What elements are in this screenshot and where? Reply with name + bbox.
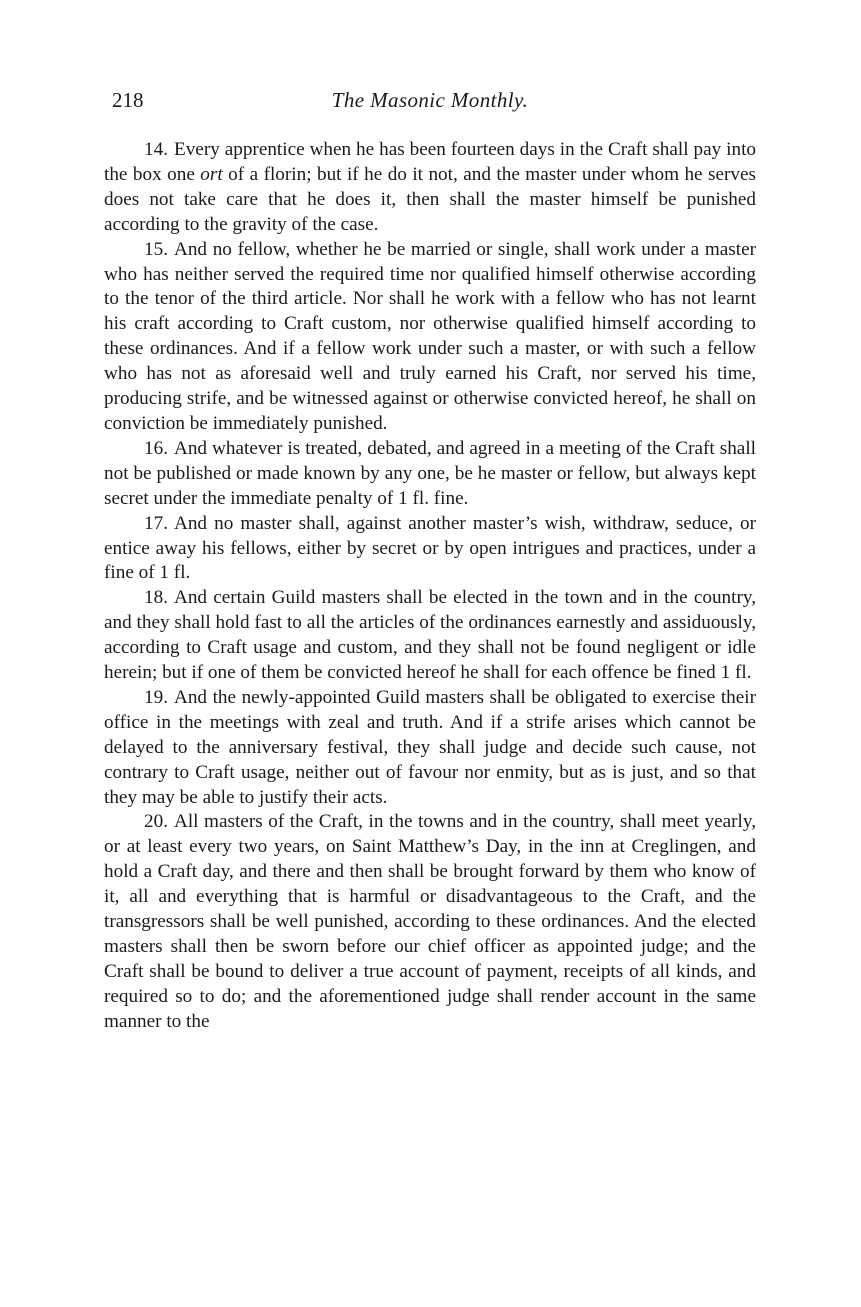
article-number: 20. (144, 811, 168, 833)
article-text: And no fellow, whether he be married or single, shall work under a master who has neither served the required time nor qualified himself otherwise according to the tenor of the third article. Nor shall he work with a fellow who has not learnt his craft according to Craft custom, nor otherwise qualified himself according to these ordinances. And if a fellow work under such a master, or with such a fellow who has not as aforesaid well and truly earned his Craft, nor served his time, producing strife, and be witnessed against or otherwise convicted hereof, he shall on conviction be immediately punished. (104, 238, 756, 434)
article-number: 14. (144, 139, 168, 160)
article-text: And the newly-appointed Guild masters shall be obligated to exercise their office in the meetings with zeal and truth. And if a strife arises which cannot be delayed to the anniversary festival, they shall judge and decide such cause, not contrary to Craft usage, neither out of favour nor enmity, but as is just, and so that they may be able to justify their acts. (104, 686, 756, 808)
book-page (104, 82, 756, 1035)
article-body (104, 138, 756, 1035)
article-15 (104, 238, 756, 437)
article-16 (104, 437, 756, 512)
article-text: And whatever is treated, debated, and agreed in a meeting of the Craft shall not be published or made known by any one, be he master or fellow, but always kept secret under the immediate penalty of 1 fl. fine. (104, 437, 756, 509)
page-number: 218 (112, 88, 144, 112)
article-17 (104, 512, 756, 587)
article-text: And certain Guild masters shall be elected in the town and in the country, and they shall hold fast to all the articles of the ordinances earnestly and assiduously, according to Craft usage and custom, and they shall not be found negligent or idle herein; but if one of them be convicted hereof he shall for each offence be fined 1 fl. (104, 587, 756, 684)
article-14 (104, 138, 756, 238)
italic-term: ort (200, 163, 223, 185)
running-header (104, 82, 756, 118)
journal-title: The Masonic Monthly. (331, 88, 529, 112)
article-19 (104, 686, 756, 811)
article-text: of a florin; but if he do it not, and the master under whom he serves does not take care that he does it, then shall the master himself be punished according to the gravity of the case. (104, 163, 756, 235)
article-number: 18. (144, 587, 168, 609)
article-number: 19. (144, 686, 168, 708)
article-number: 16. (144, 437, 168, 459)
article-20 (104, 810, 756, 1034)
article-text: And no master shall, against another master’s wish, withdraw, seduce, or entice away his fellows, either by secret or by open intrigues and practices, under a fine of 1 fl. (104, 512, 756, 584)
article-text: Every apprentice when he has been fourteen days in the Craft shall pay into the box one (104, 139, 756, 185)
article-18 (104, 586, 756, 686)
article-number: 17. (144, 512, 168, 534)
article-text: All masters of the Craft, in the towns and in the country, shall meet yearly, or at least every two years, on Saint Matthew’s Day, in the inn at Creglingen, and hold a Craft day, and there and then shall be brought forward by them who know of it, all and everything that is harmful or disadvantageous to the Craft, and the transgressors shall be well punished, according to these ordinances. And the elected masters shall then be sworn before our chief officer as appointed judge; and the Craft shall be bound to deliver a true account of payment, receipts of all kinds, and required so to do; and the aforementioned judge shall render account in the same manner to the (104, 811, 756, 1032)
article-number: 15. (144, 238, 168, 260)
